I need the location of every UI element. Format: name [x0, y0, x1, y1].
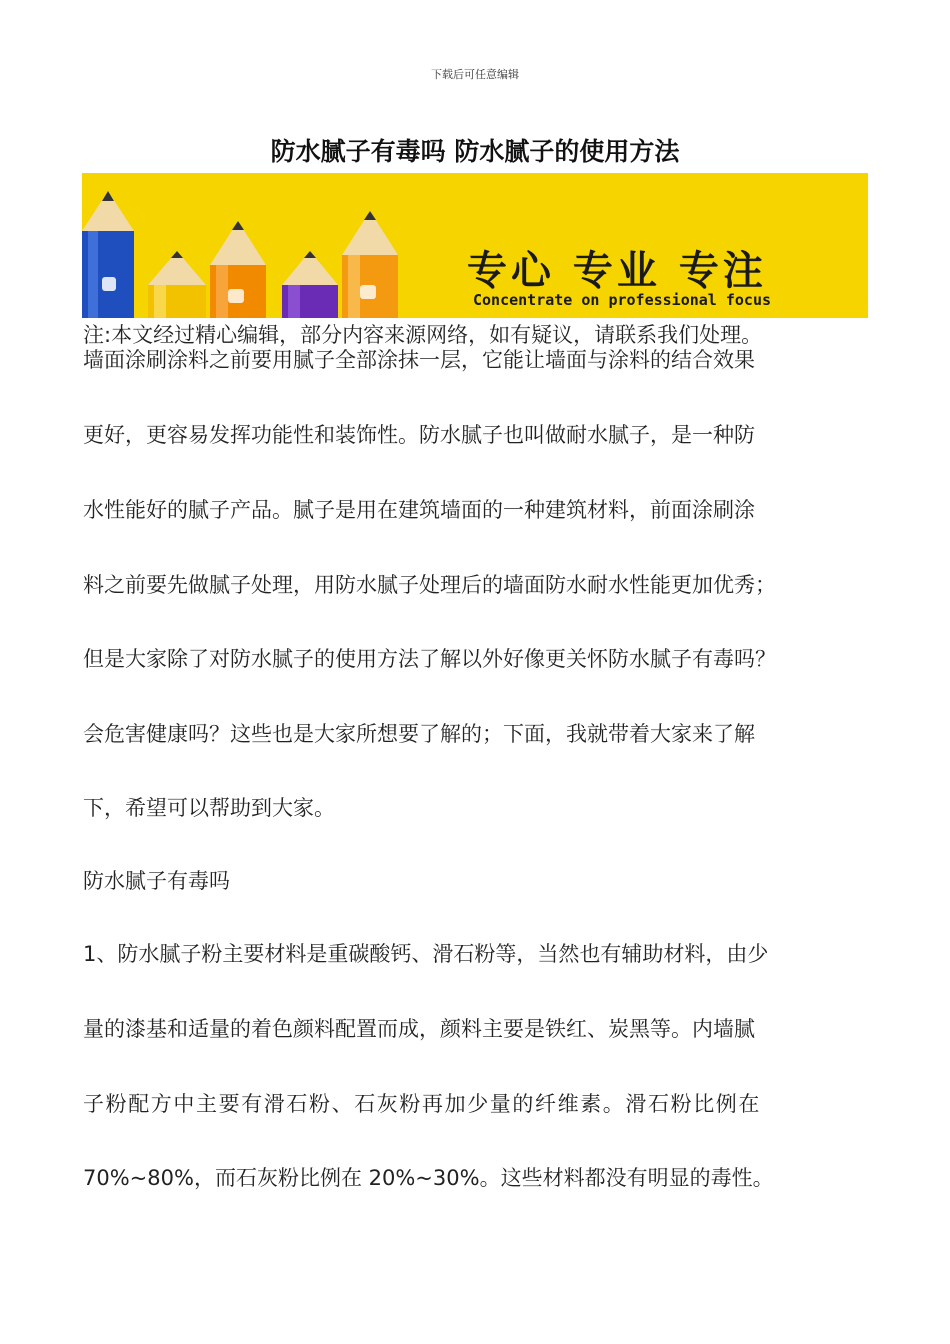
paragraph-line: 会危害健康吗？这些也是大家所想要了解的；下面，我就带着大家来了解	[83, 722, 755, 746]
paragraph-line: 水性能好的腻子产品。腻子是用在建筑墙面的一种建筑材料，前面涂刷涂	[83, 498, 755, 522]
paragraph-line: 更好，更容易发挥功能性和装饰性。防水腻子也叫做耐水腻子，是一种防	[83, 423, 755, 447]
page-title: 防水腻子有毒吗 防水腻子的使用方法	[270, 137, 680, 166]
paragraph-line: 子粉配方中主要有滑石粉、石灰粉再加少量的纤维素。滑石粉比例在	[83, 1092, 761, 1116]
amber-pencil-icon	[342, 211, 398, 318]
paragraph-line: 1、防水腻子粉主要材料是重碳酸钙、滑石粉等，当然也有辅助材料，由少	[83, 942, 769, 966]
paragraph-line: 但是大家除了对防水腻子的使用方法了解以外好像更关怀防水腻子有毒吗？	[83, 647, 776, 671]
banner-slogan-cn: 专心 专业 专注	[467, 248, 767, 294]
paragraph-line: 下，希望可以帮助到大家。	[83, 796, 335, 820]
paragraph-line: 量的漆基和适量的着色颜料配置而成，颜料主要是铁红、炭黑等。内墙腻	[83, 1017, 755, 1041]
paragraph-line: 墙面涂刷涂料之前要用腻子全部涂抹一层，它能让墙面与涂料的结合效果	[83, 348, 755, 372]
section-heading: 防水腻子有毒吗	[83, 869, 230, 893]
purple-pencil-icon	[282, 251, 338, 318]
blue-pencil-icon	[82, 191, 134, 318]
paragraph-line: 料之前要先做腻子处理，用防水腻子处理后的墙面防水耐水性能更加优秀；	[83, 573, 776, 597]
paragraph-line: 70%~80%，而石灰粉比例在 20%~30%。这些材料都没有明显的毒性。	[83, 1166, 774, 1190]
orange-pencil-icon	[210, 221, 266, 318]
yellow-pencil-icon	[148, 251, 206, 318]
editor-note: 注:本文经过精心编辑，部分内容来源网络，如有疑议，请联系我们处理。	[83, 323, 763, 347]
header-note: 下载后可任意编辑	[431, 68, 519, 81]
banner-image	[82, 173, 868, 318]
banner-slogan-en: Concentrate on professional focus	[473, 291, 772, 309]
